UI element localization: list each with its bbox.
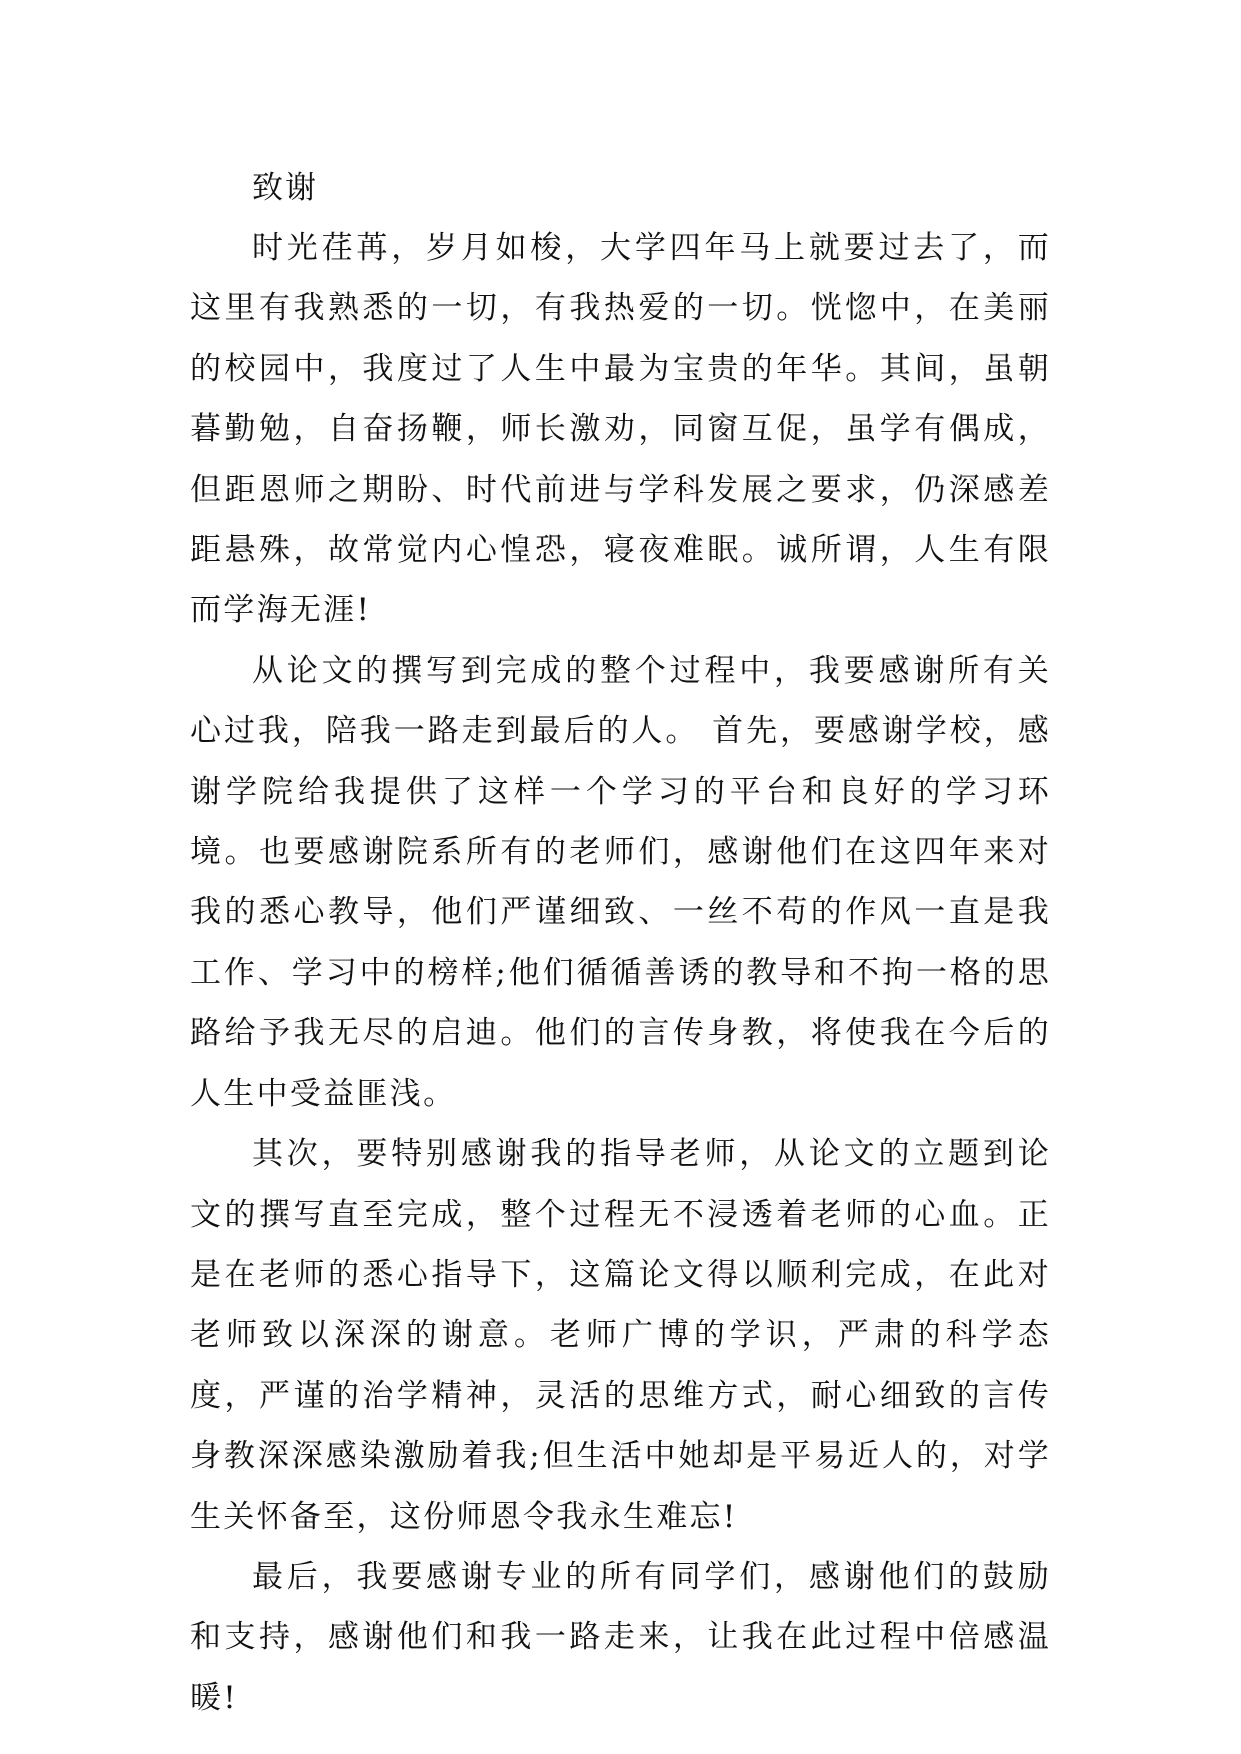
paragraph-thanks-school: 从论文的撰写到完成的整个过程中，我要感谢所有关心过我，陪我一路走到最后的人。 首先，要感谢学校，感谢学院给我提供了这样一个学习的平台和良好的学习环境。也要感谢院系所有的老师们，感谢他们在这四年来对我的悉心教导，他们严谨细致、一丝不苟的作风一直是我工作、学习中的榜样;他们循循善诱的教导和不拘一格的思路给予我无尽的启迪。他们的言传身教，将使我在今后的人生中受益匪浅。 xyxy=(190,652,1051,1112)
page-title: 致谢 xyxy=(252,170,318,206)
paragraph-intro: 时光荏苒，岁月如梭，大学四年马上就要过去了，而这里有我熟悉的一切，有我热爱的一切。恍惚中，在美丽的校园中，我度过了人生中最为宝贵的年华。其间，虽朝暮勤勉，自奋扬鞭，师长激劝，同窗互促，虽学有偶成，但距恩师之期盼、时代前进与学科发展之要求，仍深感差距悬殊，故常觉内心惶恐，寝夜难眠。诚所谓，人生有限而学海无涯! xyxy=(190,230,1051,629)
paragraph-thanks-advisor: 其次，要特别感谢我的指导老师，从论文的立题到论文的撰写直至完成，整个过程无不浸透着老师的心血。正是在老师的悉心指导下，这篇论文得以顺利完成，在此对老师致以深深的谢意。老师广博的学识，严肃的科学态度，严谨的治学精神，灵活的思维方式，耐心细致的言传身教深深感染激励着我;但生活中她却是平易近人的，对学生关怀备至，这份师恩令我永生难忘! xyxy=(190,1136,1051,1535)
paragraph-thanks-classmates: 最后，我要感谢专业的所有同学们，感谢他们的鼓励和支持，感谢他们和我一路走来，让我在此过程中倍感温暖! xyxy=(190,1558,1051,1716)
